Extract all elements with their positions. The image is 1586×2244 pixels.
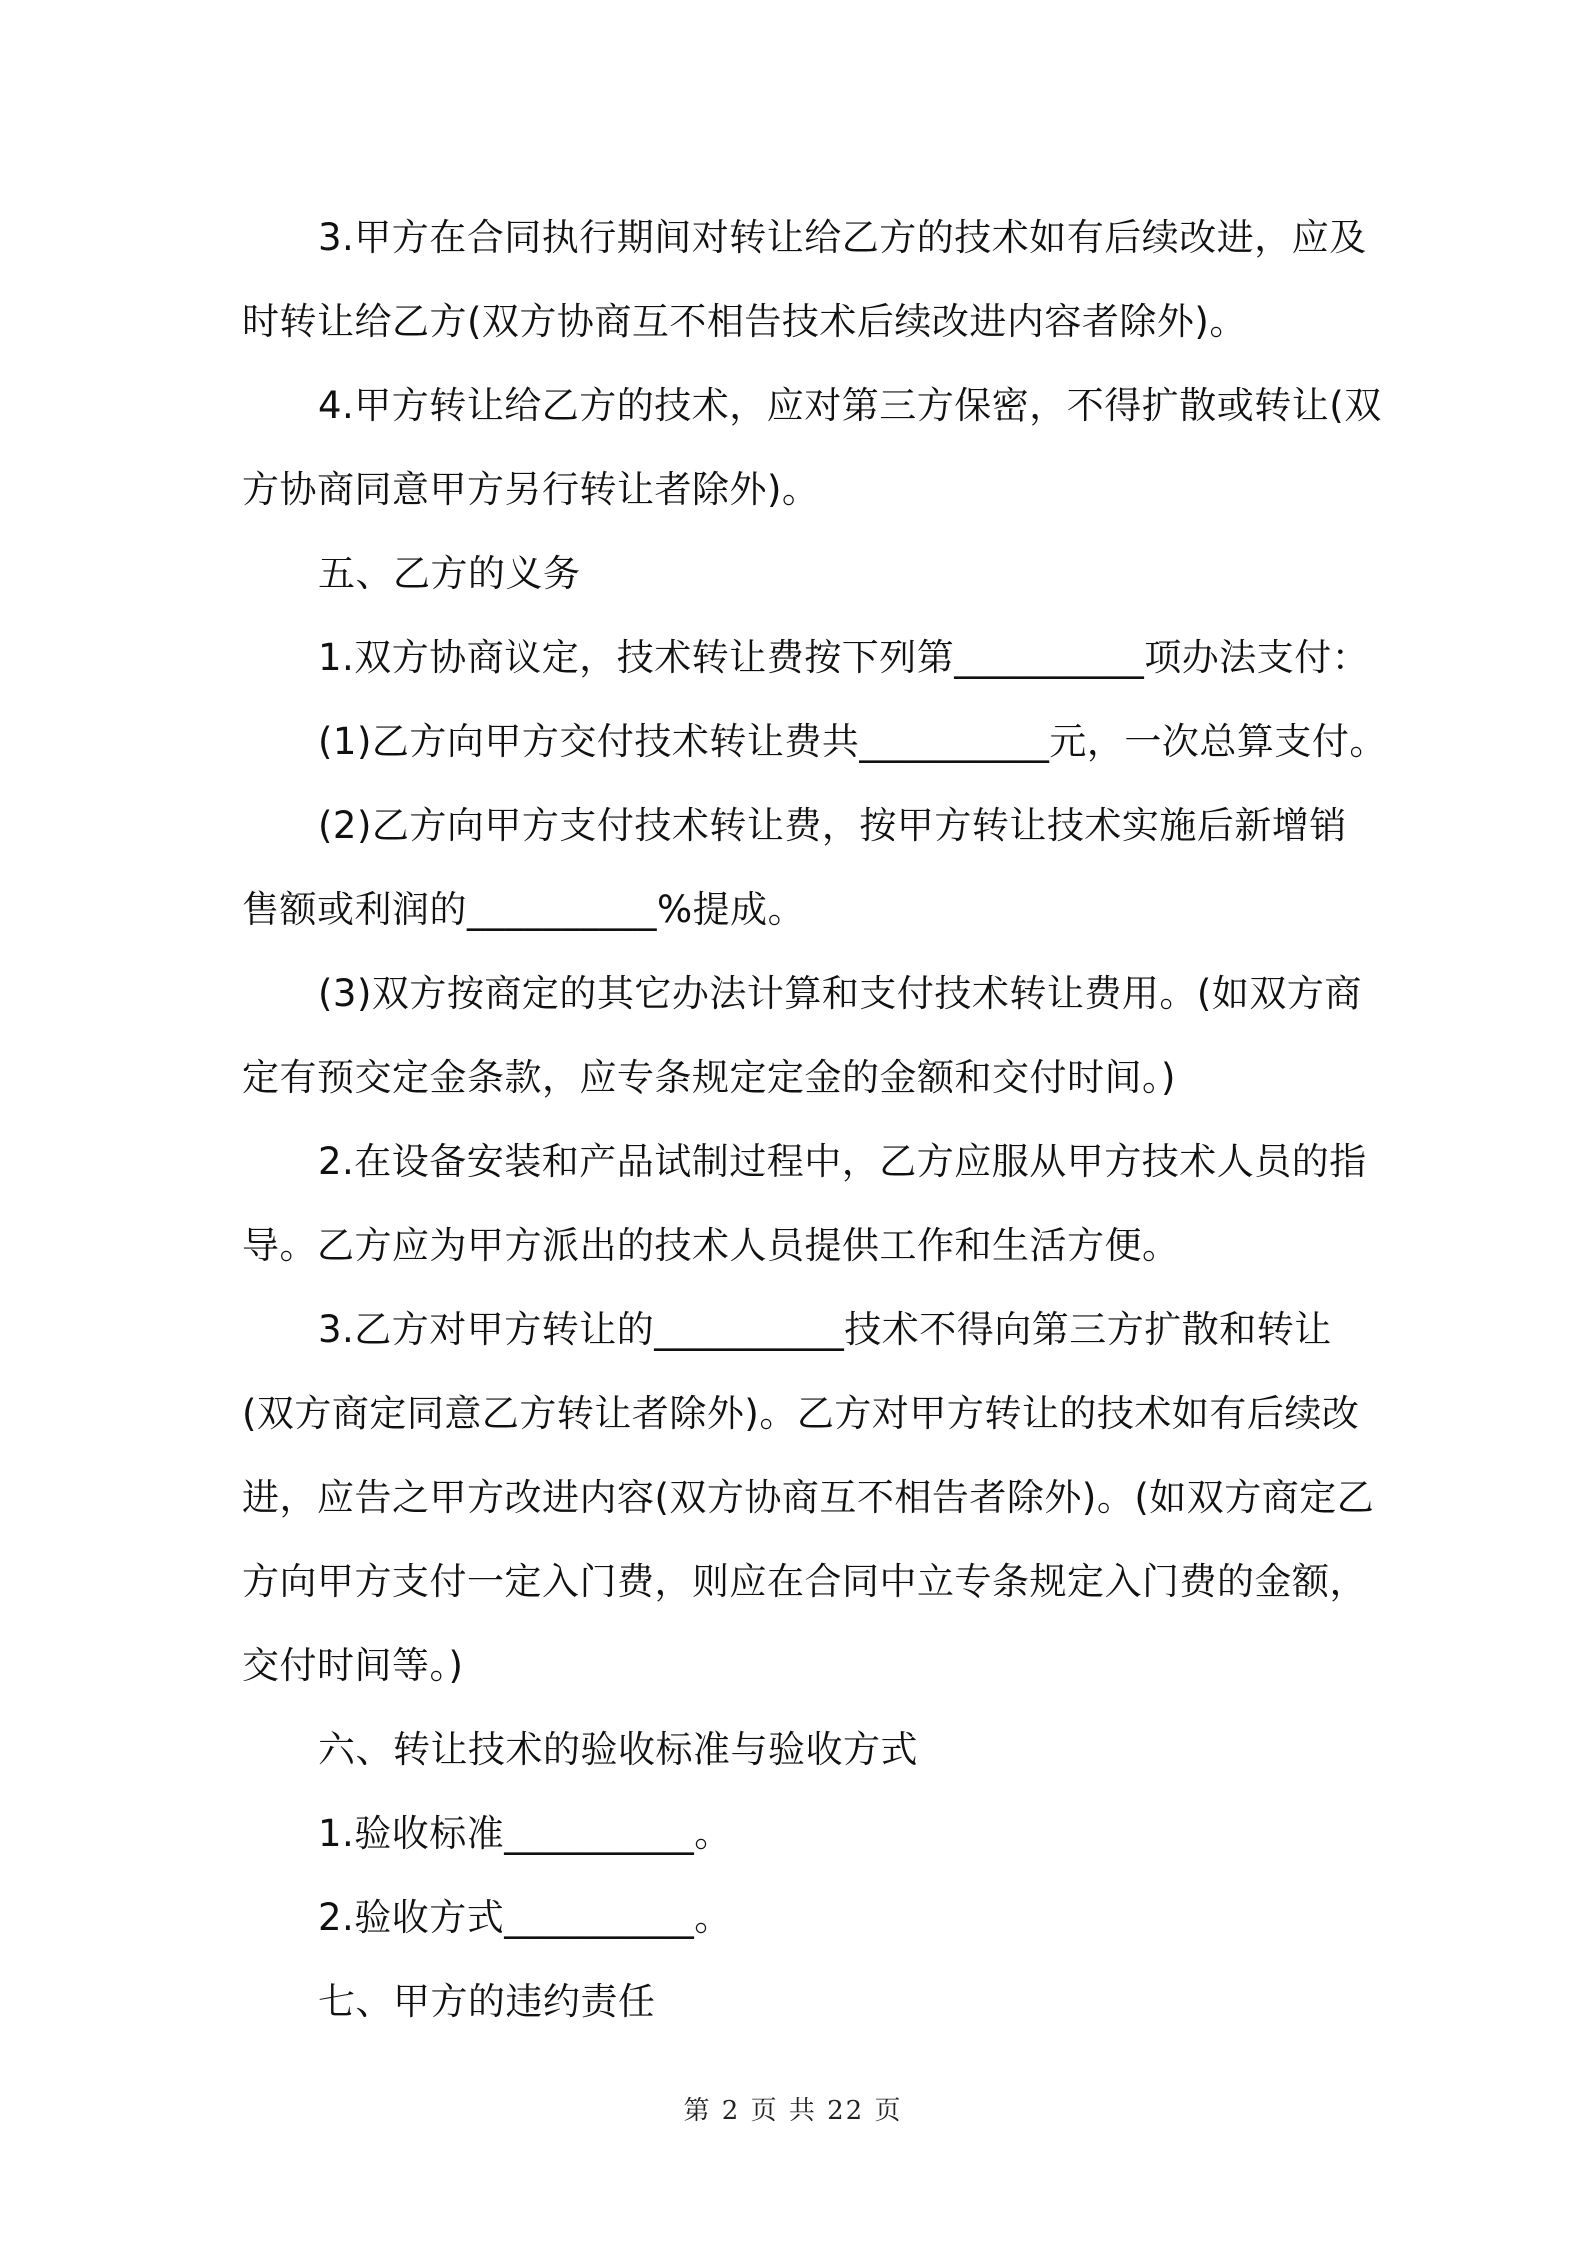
- paragraph-line: 2.验收方式__________。: [318, 1896, 732, 1939]
- paragraph-line: 售额或利润的__________%提成。: [242, 888, 806, 931]
- section-heading: 六、转让技术的验收标准与验收方式: [318, 1728, 918, 1771]
- paragraph-line: 1.验收标准__________。: [318, 1812, 732, 1855]
- paragraph-line: 交付时间等。): [242, 1644, 464, 1687]
- section-heading: 七、甲方的违约责任: [318, 1980, 656, 2023]
- paragraph-line: 3.乙方对甲方转让的__________技术不得向第三方扩散和转让: [318, 1308, 1332, 1351]
- paragraph-line: 定有预交定金条款，应专条规定定金的金额和交付时间。): [242, 1056, 1176, 1099]
- paragraph-line: 2.在设备安装和产品试制过程中，乙方应服从甲方技术人员的指: [318, 1140, 1367, 1183]
- page-number-footer: 第 2 页 共 22 页: [683, 2096, 903, 2126]
- paragraph-line: 3.甲方在合同执行期间对转让给乙方的技术如有后续改进，应及: [318, 216, 1367, 259]
- paragraph-line: 导。乙方应为甲方派出的技术人员提供工作和生活方便。: [242, 1224, 1180, 1267]
- document-body: [242, 196, 1387, 2044]
- paragraph-line: 1.双方协商议定，技术转让费按下列第__________项办法支付：: [318, 636, 1370, 679]
- paragraph-line: 进，应告之甲方改进内容(双方协商互不相告者除外)。(如双方商定乙: [242, 1476, 1375, 1519]
- section-heading: 五、乙方的义务: [318, 552, 581, 595]
- paragraph-line: 时转让给乙方(双方协商互不相告技术后续改进内容者除外)。: [242, 300, 1247, 343]
- paragraph-line: (2)乙方向甲方支付技术转让费，按甲方转让技术实施后新增销: [318, 804, 1347, 847]
- paragraph-line: 4.甲方转让给乙方的技术，应对第三方保密，不得扩散或转让(双: [318, 384, 1382, 427]
- paragraph-line: 方向甲方支付一定入门费，则应在合同中立专条规定入门费的金额，: [242, 1560, 1367, 1603]
- paragraph-line: (1)乙方向甲方交付技术转让费共__________元，一次总算支付。: [318, 720, 1387, 763]
- paragraph-line: (3)双方按商定的其它办法计算和支付技术转让费用。(如双方商: [318, 972, 1362, 1015]
- paragraph-line: (双方商定同意乙方转让者除外)。乙方对甲方转让的技术如有后续改: [242, 1392, 1360, 1435]
- paragraph-line: 方协商同意甲方另行转让者除外)。: [242, 468, 820, 511]
